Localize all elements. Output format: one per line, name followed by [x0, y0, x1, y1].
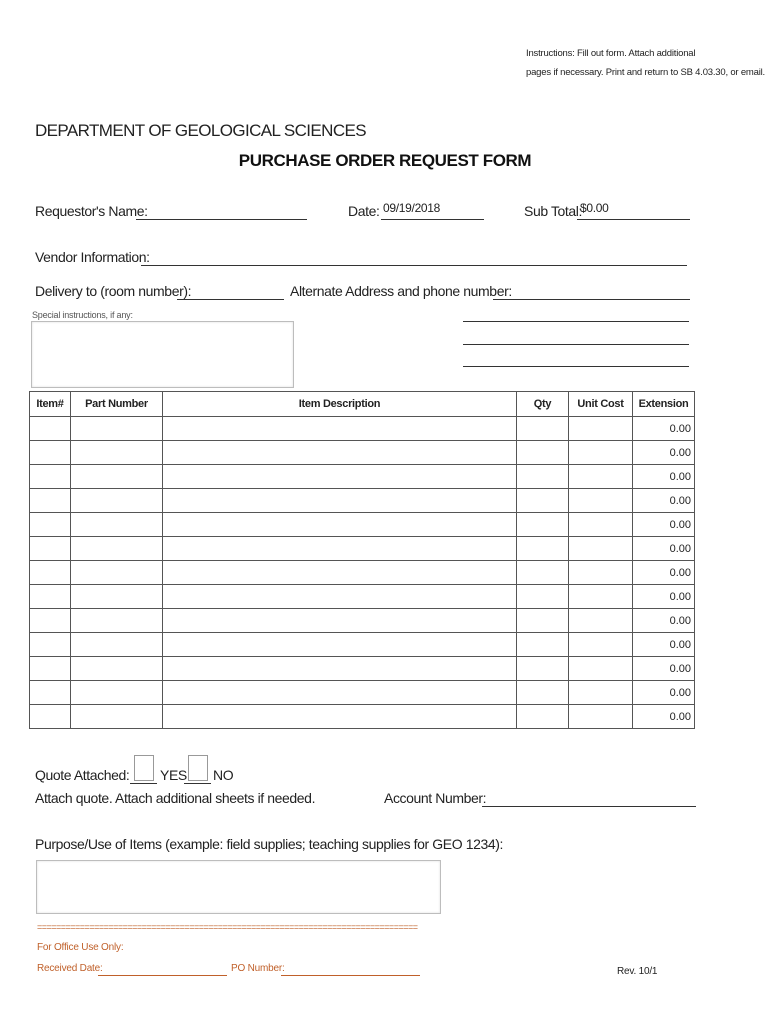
quote-label: Quote Attached: [35, 767, 130, 783]
part-number-cell[interactable] [71, 537, 163, 561]
vendor-field[interactable] [141, 265, 687, 266]
date-value: 09/19/2018 [383, 201, 441, 215]
unit-cost-cell[interactable] [569, 609, 633, 633]
col-header-qty: Qty [517, 392, 569, 417]
extension-cell: 0.00 [633, 609, 695, 633]
unit-cost-cell[interactable] [569, 513, 633, 537]
qty-cell[interactable] [517, 441, 569, 465]
item-description-cell[interactable] [163, 441, 517, 465]
extension-cell: 0.00 [633, 489, 695, 513]
part-number-cell[interactable] [71, 513, 163, 537]
item-number-cell[interactable] [30, 633, 71, 657]
item-number-cell[interactable] [30, 705, 71, 729]
qty-cell[interactable] [517, 585, 569, 609]
item-description-cell[interactable] [163, 681, 517, 705]
col-header-part-number: Part Number [71, 392, 163, 417]
subtotal-field[interactable] [577, 219, 690, 220]
special-instructions-box[interactable] [31, 321, 294, 388]
extension-cell: 0.00 [633, 417, 695, 441]
qty-cell[interactable] [517, 633, 569, 657]
extension-cell: 0.00 [633, 681, 695, 705]
alt-address-field-3[interactable] [463, 344, 689, 345]
unit-cost-cell[interactable] [569, 657, 633, 681]
part-number-cell[interactable] [71, 681, 163, 705]
alt-address-field-2[interactable] [463, 321, 689, 322]
item-number-cell[interactable] [30, 489, 71, 513]
item-number-cell[interactable] [30, 681, 71, 705]
department-name: DEPARTMENT OF GEOLOGICAL SCIENCES [35, 121, 366, 140]
items-table-body [30, 417, 695, 729]
office-separator: ================================================================================ [37, 922, 418, 932]
item-description-cell[interactable] [163, 609, 517, 633]
table-row [30, 633, 695, 657]
item-description-cell[interactable] [163, 489, 517, 513]
extension-cell: 0.00 [633, 561, 695, 585]
date-field[interactable] [381, 219, 484, 220]
item-number-cell[interactable] [30, 561, 71, 585]
table-row [30, 513, 695, 537]
qty-cell[interactable] [517, 657, 569, 681]
col-header-extension: Extension [633, 392, 695, 417]
unit-cost-cell[interactable] [569, 705, 633, 729]
requestor-field[interactable] [136, 219, 307, 220]
col-header-unit-cost: Unit Cost [569, 392, 633, 417]
item-description-cell[interactable] [163, 561, 517, 585]
item-number-cell[interactable] [30, 513, 71, 537]
account-field[interactable] [482, 806, 696, 807]
quote-no-line [184, 783, 211, 784]
attach-note: Attach quote. Attach additional sheets if needed. [35, 790, 316, 806]
unit-cost-cell[interactable] [569, 441, 633, 465]
qty-cell[interactable] [517, 465, 569, 489]
item-number-cell[interactable] [30, 657, 71, 681]
part-number-cell[interactable] [71, 705, 163, 729]
alt-address-field-4[interactable] [463, 366, 689, 367]
part-number-cell[interactable] [71, 489, 163, 513]
vendor-label: Vendor Information: [35, 249, 150, 265]
purpose-box[interactable] [36, 860, 441, 914]
subtotal-value: $0.00 [580, 201, 609, 215]
item-number-cell[interactable] [30, 417, 71, 441]
extension-cell: 0.00 [633, 585, 695, 609]
extension-cell: 0.00 [633, 537, 695, 561]
unit-cost-cell[interactable] [569, 585, 633, 609]
part-number-cell[interactable] [71, 561, 163, 585]
part-number-cell[interactable] [71, 609, 163, 633]
instructions [526, 44, 765, 82]
unit-cost-cell[interactable] [569, 681, 633, 705]
received-date-label: Received Date: [37, 963, 103, 974]
qty-cell[interactable] [517, 705, 569, 729]
po-number-label: PO Number: [231, 963, 285, 974]
item-description-cell[interactable] [163, 465, 517, 489]
unit-cost-cell[interactable] [569, 633, 633, 657]
account-label: Account Number: [384, 790, 487, 806]
revision-label: Rev. 10/1 [617, 966, 658, 977]
item-number-cell[interactable] [30, 585, 71, 609]
part-number-cell[interactable] [71, 657, 163, 681]
qty-cell[interactable] [517, 489, 569, 513]
item-description-cell[interactable] [163, 657, 517, 681]
po-number-field[interactable] [281, 975, 420, 976]
subtotal-label: Sub Total: [524, 203, 583, 219]
item-description-cell[interactable] [163, 537, 517, 561]
unit-cost-cell[interactable] [569, 417, 633, 441]
instructions-line-1: Instructions: Fill out form. Attach additional [526, 48, 696, 59]
item-number-cell[interactable] [30, 609, 71, 633]
table-row [30, 465, 695, 489]
table-row [30, 657, 695, 681]
quote-yes-label: YES [160, 767, 187, 783]
item-number-cell[interactable] [30, 441, 71, 465]
item-number-cell[interactable] [30, 537, 71, 561]
form-title: PURCHASE ORDER REQUEST FORM [238, 151, 532, 170]
qty-cell[interactable] [517, 513, 569, 537]
table-row [30, 417, 695, 441]
qty-cell[interactable] [517, 681, 569, 705]
delivery-field[interactable] [177, 299, 284, 300]
part-number-cell[interactable] [71, 417, 163, 441]
table-row [30, 681, 695, 705]
extension-cell: 0.00 [633, 465, 695, 489]
qty-cell[interactable] [517, 417, 569, 441]
table-row [30, 705, 695, 729]
part-number-cell[interactable] [71, 465, 163, 489]
table-row [30, 609, 695, 633]
table-header-row [30, 392, 695, 417]
extension-cell: 0.00 [633, 705, 695, 729]
qty-cell[interactable] [517, 609, 569, 633]
item-description-cell[interactable] [163, 585, 517, 609]
special-instructions-label: Special instructions, if any: [32, 310, 133, 320]
extension-cell: 0.00 [633, 657, 695, 681]
extension-cell: 0.00 [633, 441, 695, 465]
unit-cost-cell[interactable] [569, 489, 633, 513]
requestor-label: Requestor's Name: [35, 203, 148, 219]
table-row [30, 537, 695, 561]
item-description-cell[interactable] [163, 417, 517, 441]
item-description-cell[interactable] [163, 705, 517, 729]
table-row [30, 441, 695, 465]
item-description-cell[interactable] [163, 513, 517, 537]
quote-yes-line [130, 783, 157, 784]
received-date-field[interactable] [98, 975, 227, 976]
table-row [30, 561, 695, 585]
purpose-label: Purpose/Use of Items (example: field supplies; teaching supplies for GEO 1234): [35, 836, 503, 852]
qty-cell[interactable] [517, 561, 569, 585]
part-number-cell[interactable] [71, 585, 163, 609]
quote-yes-checkbox[interactable] [134, 755, 154, 781]
unit-cost-cell[interactable] [569, 561, 633, 585]
instructions-line-2: pages if necessary. Print and return to SB 4.03.30, or email. [526, 67, 765, 78]
unit-cost-cell[interactable] [569, 537, 633, 561]
table-row [30, 489, 695, 513]
delivery-label: Delivery to (room number): [35, 283, 192, 299]
extension-cell: 0.00 [633, 513, 695, 537]
part-number-cell[interactable] [71, 633, 163, 657]
table-row [30, 585, 695, 609]
item-number-cell[interactable] [30, 465, 71, 489]
qty-cell[interactable] [517, 537, 569, 561]
office-use-heading: For Office Use Only: [37, 942, 124, 953]
item-description-cell[interactable] [163, 633, 517, 657]
col-header-item: Item# [30, 392, 71, 417]
alt-address-field-1[interactable] [493, 299, 690, 300]
items-table [29, 391, 695, 729]
extension-cell: 0.00 [633, 633, 695, 657]
unit-cost-cell[interactable] [569, 465, 633, 489]
alt-address-label: Alternate Address and phone number: [290, 283, 512, 299]
quote-no-checkbox[interactable] [188, 755, 208, 781]
col-header-item-description: Item Description [163, 392, 517, 417]
quote-no-label: NO [213, 767, 234, 783]
date-label: Date: [348, 203, 380, 219]
part-number-cell[interactable] [71, 441, 163, 465]
